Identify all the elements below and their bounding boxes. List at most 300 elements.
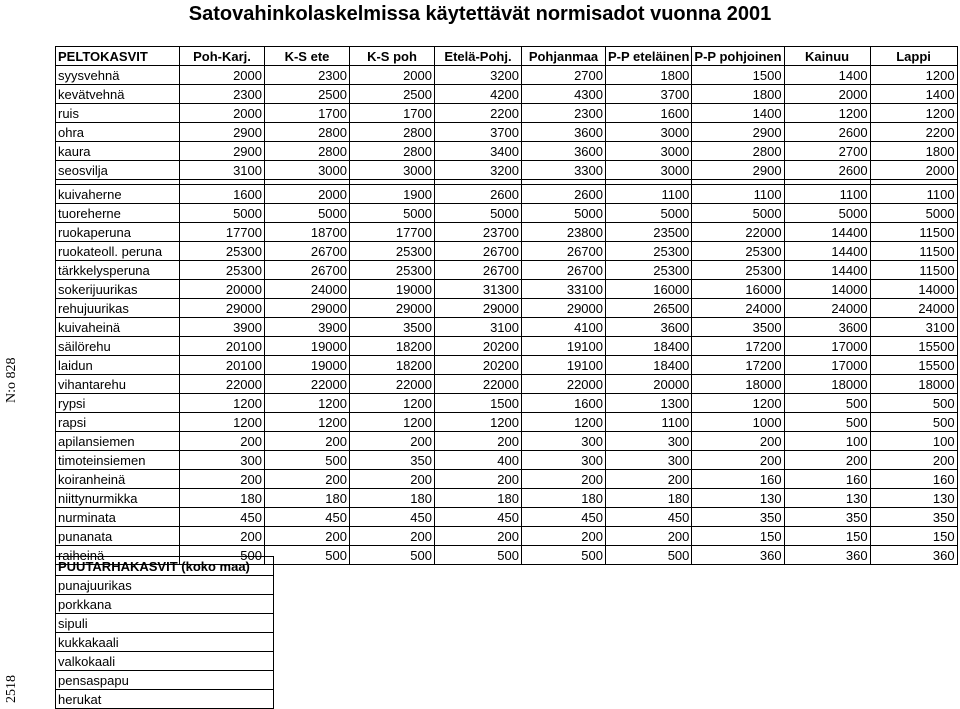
yield-value: 3000 (606, 123, 692, 142)
yield-value: 14400 (784, 261, 870, 280)
crop-name: säilörehu (56, 337, 180, 356)
yield-value: 360 (784, 546, 870, 565)
table-row (56, 527, 958, 546)
yield-value: 3700 (606, 85, 692, 104)
table-row (56, 85, 958, 104)
crop-name: ruis (56, 104, 180, 123)
yield-value: 26700 (522, 242, 606, 261)
yield-value: 150 (692, 527, 784, 546)
yield-value: 18000 (784, 375, 870, 394)
yield-value: 200 (870, 451, 957, 470)
column-header: K-S poh (350, 47, 435, 66)
yield-value: 160 (784, 470, 870, 489)
yield-value: 26700 (522, 261, 606, 280)
yield-value: 350 (692, 508, 784, 527)
yield-value: 300 (180, 451, 265, 470)
garden-heading: PUUTARHAKASVIT (koko maa) (56, 557, 274, 576)
yield-value: 26700 (265, 261, 350, 280)
yield-value: 1200 (350, 413, 435, 432)
yield-value: 180 (265, 489, 350, 508)
yield-value: 24000 (265, 280, 350, 299)
yield-value: 450 (265, 508, 350, 527)
yield-value: 2900 (180, 142, 265, 161)
yield-value: 2700 (522, 66, 606, 85)
garden-heading-row (56, 557, 274, 576)
yield-value: 19100 (522, 337, 606, 356)
yield-value: 16000 (606, 280, 692, 299)
yield-value: 160 (870, 470, 957, 489)
yield-value: 23500 (606, 223, 692, 242)
list-item (56, 633, 274, 652)
yield-value: 3900 (180, 318, 265, 337)
yield-value: 200 (180, 527, 265, 546)
yield-value: 180 (350, 489, 435, 508)
yield-value: 2500 (350, 85, 435, 104)
garden-crops-table (55, 556, 274, 709)
yield-value: 150 (870, 527, 957, 546)
yield-value: 1100 (606, 413, 692, 432)
yield-value: 22000 (692, 223, 784, 242)
yield-value: 25300 (180, 261, 265, 280)
table-row (56, 185, 958, 204)
yield-value: 18400 (606, 337, 692, 356)
column-header: Etelä-Pohj. (435, 47, 522, 66)
yield-value: 1000 (692, 413, 784, 432)
garden-crop-name: porkkana (56, 595, 274, 614)
crop-name: ohra (56, 123, 180, 142)
garden-crop-name: kukkakaali (56, 633, 274, 652)
yield-value: 450 (522, 508, 606, 527)
yield-value: 5000 (180, 204, 265, 223)
yield-value: 3600 (784, 318, 870, 337)
yield-value: 1600 (180, 185, 265, 204)
yield-value: 20100 (180, 356, 265, 375)
garden-crop-name: pensaspapu (56, 671, 274, 690)
yield-value: 18200 (350, 337, 435, 356)
yield-value: 100 (870, 432, 957, 451)
crop-name: timoteinsiemen (56, 451, 180, 470)
yield-value: 25300 (692, 261, 784, 280)
yield-value: 160 (692, 470, 784, 489)
crop-name: kuivaheinä (56, 318, 180, 337)
yield-value: 29000 (435, 299, 522, 318)
table-row (56, 280, 958, 299)
yield-value: 500 (784, 413, 870, 432)
yield-value: 500 (265, 546, 350, 565)
yield-value: 200 (265, 470, 350, 489)
yield-value: 17000 (784, 337, 870, 356)
yield-value: 1600 (522, 394, 606, 413)
yield-value: 1100 (784, 185, 870, 204)
crop-name: rapsi (56, 413, 180, 432)
yield-value: 200 (692, 451, 784, 470)
yield-value: 22000 (350, 375, 435, 394)
page-title: Satovahinkolaskelmissa käytettävät normisadot vuonna 2001 (188, 3, 772, 25)
yield-value: 450 (180, 508, 265, 527)
yield-value: 33100 (522, 280, 606, 299)
yield-value: 3500 (692, 318, 784, 337)
crop-name: sokerijuurikas (56, 280, 180, 299)
page-number-label: N:o 828 (4, 357, 19, 403)
yield-value: 2000 (784, 85, 870, 104)
yield-value: 1200 (692, 394, 784, 413)
crop-name: apilansiemen (56, 432, 180, 451)
crop-name: tärkkelysperuna (56, 261, 180, 280)
yield-value: 300 (606, 451, 692, 470)
yield-value: 1100 (606, 185, 692, 204)
yield-value: 3900 (265, 318, 350, 337)
list-item (56, 690, 274, 709)
table-row (56, 261, 958, 280)
column-header: K-S ete (265, 47, 350, 66)
yield-value: 22000 (522, 375, 606, 394)
yield-value: 29000 (350, 299, 435, 318)
yield-value: 350 (350, 451, 435, 470)
yield-value: 200 (435, 527, 522, 546)
yield-value: 1100 (692, 185, 784, 204)
yield-value: 4300 (522, 85, 606, 104)
yield-value: 1200 (870, 66, 957, 85)
yield-value: 1800 (692, 85, 784, 104)
yield-value: 5000 (522, 204, 606, 223)
yield-value: 19000 (265, 356, 350, 375)
yield-value: 1200 (870, 104, 957, 123)
yield-value: 3500 (350, 318, 435, 337)
table-row (56, 242, 958, 261)
yield-value: 180 (522, 489, 606, 508)
table-row (56, 413, 958, 432)
yield-value: 2600 (784, 161, 870, 180)
yield-value: 1200 (435, 413, 522, 432)
yield-value: 5000 (265, 204, 350, 223)
yield-value: 2000 (265, 185, 350, 204)
table-row (56, 204, 958, 223)
yield-value: 3200 (435, 66, 522, 85)
yield-value: 130 (784, 489, 870, 508)
table-row (56, 432, 958, 451)
crop-name: nurminata (56, 508, 180, 527)
yield-value: 2300 (180, 85, 265, 104)
yield-value: 2800 (350, 123, 435, 142)
yield-value: 180 (435, 489, 522, 508)
yield-value: 26500 (606, 299, 692, 318)
yield-value: 2700 (784, 142, 870, 161)
yield-value: 2800 (265, 123, 350, 142)
yield-value: 1200 (350, 394, 435, 413)
yield-value: 25300 (180, 242, 265, 261)
yield-value: 25300 (606, 261, 692, 280)
yield-value: 5000 (606, 204, 692, 223)
yield-value: 2800 (265, 142, 350, 161)
yield-value: 3000 (606, 161, 692, 180)
yield-value: 1600 (606, 104, 692, 123)
yield-value: 130 (870, 489, 957, 508)
yield-value: 4200 (435, 85, 522, 104)
yield-value: 19000 (350, 280, 435, 299)
crop-name: ruokateoll. peruna (56, 242, 180, 261)
yield-value: 1200 (180, 413, 265, 432)
yield-value: 24000 (692, 299, 784, 318)
yield-value: 200 (180, 432, 265, 451)
crop-name: niittynurmikka (56, 489, 180, 508)
garden-crop-name: herukat (56, 690, 274, 709)
yield-value: 20100 (180, 337, 265, 356)
yield-value: 23700 (435, 223, 522, 242)
yield-value: 200 (784, 451, 870, 470)
yield-value: 26700 (265, 242, 350, 261)
table-row (56, 356, 958, 375)
yield-value: 500 (435, 546, 522, 565)
yield-value: 2200 (435, 104, 522, 123)
yield-value: 1700 (265, 104, 350, 123)
yield-value: 2600 (522, 185, 606, 204)
yield-value: 18000 (692, 375, 784, 394)
yield-value: 1900 (350, 185, 435, 204)
yield-value: 300 (606, 432, 692, 451)
yield-value: 3300 (522, 161, 606, 180)
yield-value: 1700 (350, 104, 435, 123)
crop-name: kaura (56, 142, 180, 161)
yield-value: 2800 (692, 142, 784, 161)
yield-value: 100 (784, 432, 870, 451)
yield-value: 17200 (692, 356, 784, 375)
column-header: P-P eteläinen (606, 47, 692, 66)
yield-value: 18000 (870, 375, 957, 394)
yield-value: 17700 (350, 223, 435, 242)
yield-value: 2000 (870, 161, 957, 180)
yield-value: 360 (692, 546, 784, 565)
yield-value: 29000 (180, 299, 265, 318)
yield-value: 200 (692, 432, 784, 451)
yield-value: 3000 (606, 142, 692, 161)
yield-value: 17000 (784, 356, 870, 375)
yield-value: 5000 (435, 204, 522, 223)
list-item (56, 652, 274, 671)
garden-crop-name: punajuurikas (56, 576, 274, 595)
yield-value: 1200 (265, 413, 350, 432)
yield-value: 20000 (606, 375, 692, 394)
yield-value: 200 (350, 470, 435, 489)
yield-value: 2000 (180, 104, 265, 123)
yield-value: 3600 (606, 318, 692, 337)
crop-name: syysvehnä (56, 66, 180, 85)
yield-value: 3100 (435, 318, 522, 337)
yield-value: 200 (180, 470, 265, 489)
yield-value: 1400 (692, 104, 784, 123)
yield-value: 200 (265, 527, 350, 546)
yield-value: 25300 (606, 242, 692, 261)
crop-name: kuivaherne (56, 185, 180, 204)
yield-value: 200 (350, 527, 435, 546)
yield-value: 200 (606, 527, 692, 546)
table-row (56, 161, 958, 180)
yield-value: 350 (870, 508, 957, 527)
yield-value: 17200 (692, 337, 784, 356)
yield-value: 26700 (435, 261, 522, 280)
yield-value: 22000 (180, 375, 265, 394)
yield-value: 5000 (350, 204, 435, 223)
yield-value: 350 (784, 508, 870, 527)
yield-value: 130 (692, 489, 784, 508)
table-row (56, 375, 958, 394)
yield-value: 450 (435, 508, 522, 527)
yield-value: 500 (784, 394, 870, 413)
garden-crop-name: valkokaali (56, 652, 274, 671)
table-row (56, 104, 958, 123)
table-row (56, 66, 958, 85)
yield-value: 200 (350, 432, 435, 451)
yield-value: 300 (522, 432, 606, 451)
table-row (56, 489, 958, 508)
yield-value: 3000 (265, 161, 350, 180)
column-header: Poh-Karj. (180, 47, 265, 66)
yield-value: 3200 (435, 161, 522, 180)
yield-value: 1100 (870, 185, 957, 204)
table-row (56, 451, 958, 470)
yield-value: 24000 (870, 299, 957, 318)
crop-name: laidun (56, 356, 180, 375)
yield-value: 450 (350, 508, 435, 527)
yield-value: 20200 (435, 356, 522, 375)
yield-value: 500 (522, 546, 606, 565)
yield-value: 1200 (784, 104, 870, 123)
yield-value: 500 (870, 394, 957, 413)
yield-value: 17700 (180, 223, 265, 242)
list-item (56, 614, 274, 633)
yield-value: 200 (435, 432, 522, 451)
yield-value: 29000 (265, 299, 350, 318)
yield-value: 3000 (350, 161, 435, 180)
crop-name: tuoreherne (56, 204, 180, 223)
yield-value: 200 (522, 470, 606, 489)
table-row (56, 470, 958, 489)
crop-name: kevätvehnä (56, 85, 180, 104)
yield-value: 5000 (784, 204, 870, 223)
yield-table (55, 46, 958, 565)
yield-value: 31300 (435, 280, 522, 299)
yield-value: 2800 (350, 142, 435, 161)
yield-value: 180 (606, 489, 692, 508)
table-row (56, 394, 958, 413)
table-row (56, 142, 958, 161)
yield-value: 22000 (265, 375, 350, 394)
yield-value: 3700 (435, 123, 522, 142)
yield-value: 2000 (180, 66, 265, 85)
list-item (56, 576, 274, 595)
yield-value: 11500 (870, 223, 957, 242)
crop-name: ruokaperuna (56, 223, 180, 242)
yield-value: 200 (265, 432, 350, 451)
yield-value: 18700 (265, 223, 350, 242)
yield-value: 26700 (435, 242, 522, 261)
yield-value: 2900 (692, 123, 784, 142)
yield-value: 14000 (870, 280, 957, 299)
crop-name: seosvilja (56, 161, 180, 180)
yield-value: 18200 (350, 356, 435, 375)
yield-value: 25300 (350, 261, 435, 280)
table-row (56, 223, 958, 242)
yield-value: 450 (606, 508, 692, 527)
table-row (56, 123, 958, 142)
section-heading: PELTOKASVIT (56, 47, 180, 66)
crop-name: rehujuurikas (56, 299, 180, 318)
yield-value: 400 (435, 451, 522, 470)
yield-value: 3600 (522, 142, 606, 161)
yield-value: 11500 (870, 261, 957, 280)
yield-value: 4100 (522, 318, 606, 337)
yield-value: 16000 (692, 280, 784, 299)
yield-value: 14400 (784, 223, 870, 242)
yield-value: 200 (435, 470, 522, 489)
crop-name: koiranheinä (56, 470, 180, 489)
crop-name: punanata (56, 527, 180, 546)
yield-value: 2300 (522, 104, 606, 123)
crop-name: vihantarehu (56, 375, 180, 394)
yield-value: 150 (784, 527, 870, 546)
table-row (56, 299, 958, 318)
yield-value: 500 (870, 413, 957, 432)
yield-value: 11500 (870, 242, 957, 261)
yield-value: 18400 (606, 356, 692, 375)
garden-crop-name: sipuli (56, 614, 274, 633)
yield-value: 14400 (784, 242, 870, 261)
yield-value: 19100 (522, 356, 606, 375)
yield-value: 19000 (265, 337, 350, 356)
yield-value: 2000 (350, 66, 435, 85)
yield-value: 2600 (435, 185, 522, 204)
yield-value: 5000 (870, 204, 957, 223)
yield-value: 1200 (265, 394, 350, 413)
yield-value: 20000 (180, 280, 265, 299)
table-row (56, 318, 958, 337)
list-item (56, 595, 274, 614)
yield-value: 22000 (435, 375, 522, 394)
yield-value: 500 (180, 546, 265, 565)
yield-value: 20200 (435, 337, 522, 356)
yield-value: 25300 (692, 242, 784, 261)
yield-value: 3400 (435, 142, 522, 161)
yield-value: 1200 (522, 413, 606, 432)
yield-value: 1400 (870, 85, 957, 104)
document-number-label: 2518 (4, 675, 19, 703)
yield-value: 5000 (692, 204, 784, 223)
yield-value: 1300 (606, 394, 692, 413)
yield-value: 2600 (784, 123, 870, 142)
yield-value: 3100 (180, 161, 265, 180)
yield-value: 23800 (522, 223, 606, 242)
yield-value: 3100 (870, 318, 957, 337)
crop-name: rypsi (56, 394, 180, 413)
yield-value: 300 (522, 451, 606, 470)
table-row (56, 337, 958, 356)
yield-value: 2900 (180, 123, 265, 142)
yield-value: 500 (265, 451, 350, 470)
yield-value: 1500 (435, 394, 522, 413)
yield-value: 1400 (784, 66, 870, 85)
yield-value: 25300 (350, 242, 435, 261)
yield-value: 24000 (784, 299, 870, 318)
column-header: Kainuu (784, 47, 870, 66)
yield-value: 180 (180, 489, 265, 508)
yield-value: 15500 (870, 356, 957, 375)
yield-value: 2200 (870, 123, 957, 142)
yield-value: 1500 (692, 66, 784, 85)
yield-value: 1200 (180, 394, 265, 413)
yield-value: 15500 (870, 337, 957, 356)
yield-value: 2500 (265, 85, 350, 104)
table-header-row (56, 47, 958, 66)
yield-value: 14000 (784, 280, 870, 299)
